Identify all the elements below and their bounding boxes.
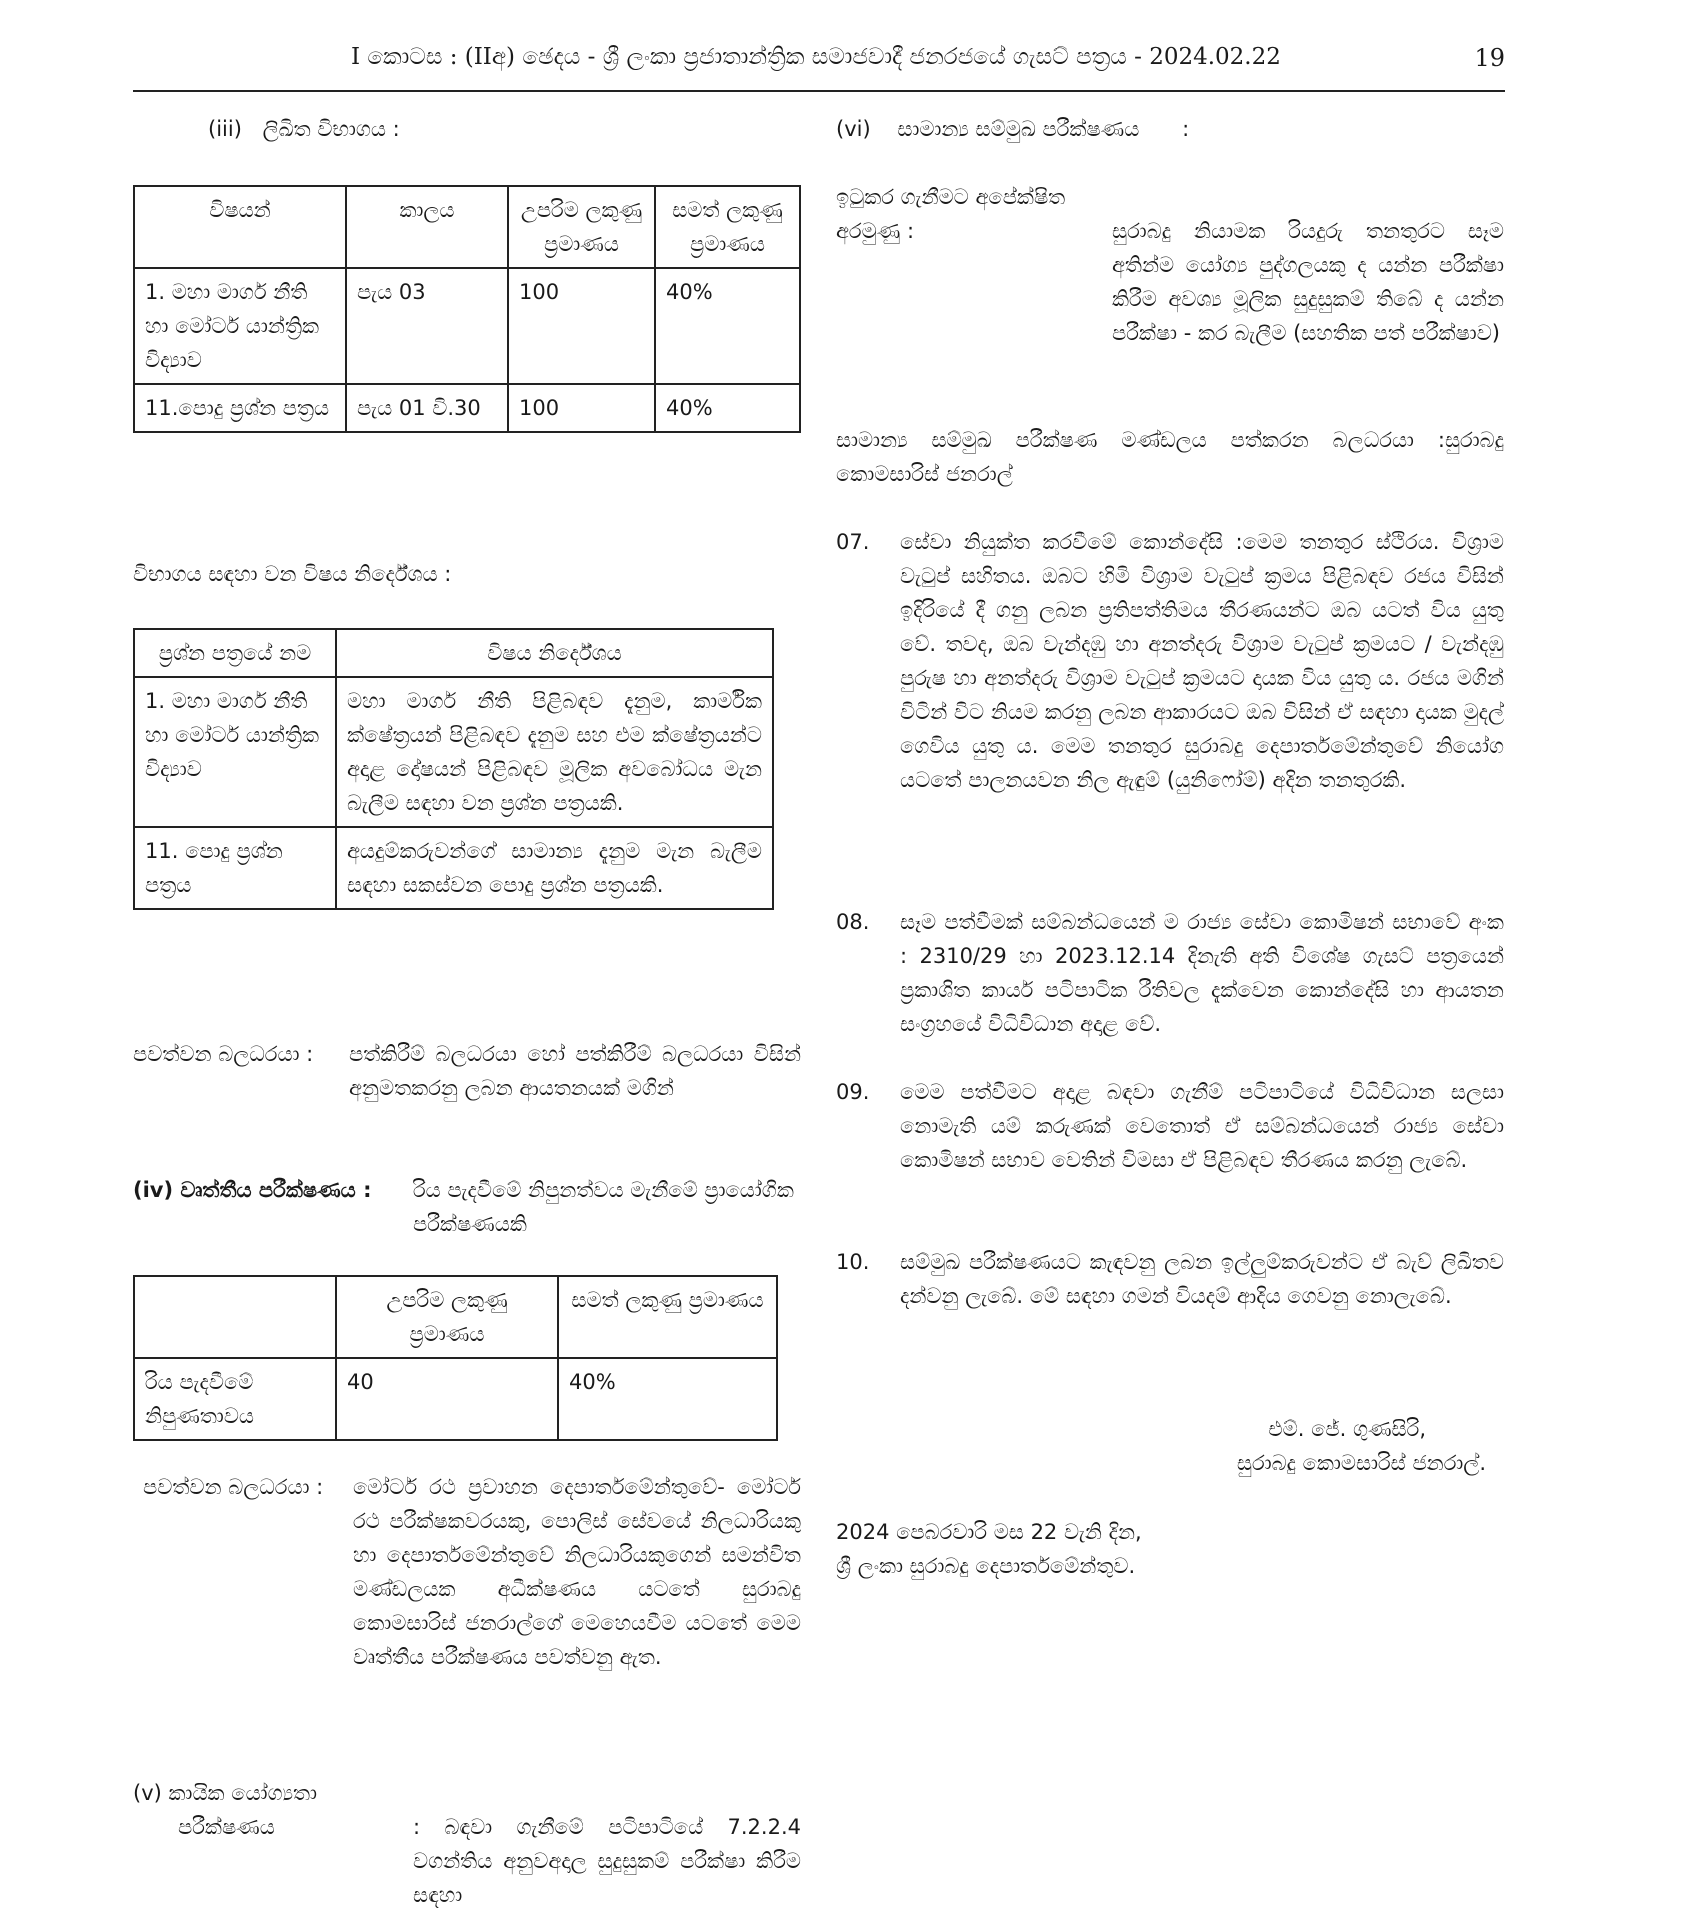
paragraph-07 bbox=[836, 525, 1504, 797]
table-header-cell: උපරිම ලකුණු ප්‍රමාණය bbox=[508, 186, 655, 268]
table-cell: 40 bbox=[336, 1358, 558, 1440]
date-place bbox=[836, 1515, 1504, 1583]
section-iv-label: (iv) වෘත්තීය පරීක්ෂණය : bbox=[133, 1178, 372, 1202]
syllabus-table bbox=[133, 628, 774, 910]
table-cell: පැය 01 වි.30 bbox=[346, 384, 508, 432]
authority-text: පත්කිරීම් බලධරයා හෝ පත්කිරීම් බලධරයා විසින් අනුමතකරනු ලබන ආයතනයක් මගින් bbox=[349, 1042, 801, 1100]
gazette-title: I කොටස : (IIඅ) ඡෙදය - ශ්‍රී ලංකා ප්‍රජාතාන්ත්‍රික සමාජවාදී ජනරජයේ ගැසට් පත්‍රය - 2024.02.22 bbox=[351, 44, 1281, 70]
table-header-cell: විෂය නිර්දේශය bbox=[336, 629, 773, 677]
aims-label: ඉටුකර ගැනීමට අපේක්ෂිත bbox=[836, 185, 1066, 209]
table-cell: 11.පොදු ප්‍රශ්න පත්‍රය bbox=[134, 384, 346, 432]
section-vi-number: (vi) bbox=[836, 117, 871, 141]
table-cell: 40% bbox=[655, 268, 800, 384]
aims-label-2: අරමුණු : bbox=[836, 219, 915, 243]
section-vi-label: සාමාන්‍ය සම්මුඛ පරීක්ෂණය bbox=[897, 117, 1140, 141]
table-header-cell: ප්‍රශ්න පත්‍රයේ නම bbox=[134, 629, 336, 677]
table-cell: 11. පොදු ප්‍රශ්න පත්‍රය bbox=[134, 827, 336, 909]
table-cell: 100 bbox=[508, 268, 655, 384]
signature-block bbox=[1000, 1412, 1486, 1480]
paragraph-text: සම්මුඛ පරීක්ෂණයට කැඳවනු ලබන ඉල්ලුම්කරුවන්ට ඒ බැව් ලිඛිතව දන්වනු ලැබේ. මේ සඳහා ගමන් වියදම් ආදිය ගෙවනු නොලැබේ. bbox=[900, 1250, 1504, 1308]
authority-label: පවත්වන බලධරයා : bbox=[143, 1475, 324, 1499]
paragraph-10 bbox=[836, 1245, 1504, 1313]
section-v-label-2: පරීක්ෂණය bbox=[178, 1815, 275, 1839]
table-row bbox=[134, 1358, 777, 1440]
authority-label: පවත්වන බලධරයා : bbox=[133, 1042, 314, 1066]
section-v-label: (v) කායික යෝග්‍යතා bbox=[133, 1781, 317, 1805]
table-cell: අයදුම්කරුවන්ගේ සාමාන්‍ය දැනුම මැන බැලීම සඳහා සකස්වන පොදු ප්‍රශ්න පත්‍රයකි. bbox=[336, 827, 773, 909]
paragraph-number: 09. bbox=[836, 1080, 870, 1104]
section-v-text: : බඳවා ගැනීමේ පටිපාටියේ 7.2.2.4 වගන්තිය අනුවඅදාල සුදුසුකම් පරීක්ෂා කිරීම සඳහා bbox=[413, 1815, 801, 1907]
paragraph-number: 10. bbox=[836, 1250, 870, 1274]
paragraph-text: මෙම පත්වීමට අදාළ බඳවා ගැනීම් පටිපාටියේ විධිවිධාන සලසා නොමැති යම් කරුණක් වෙතොත් ඒ සම්බන්ධයෙන් රාජ්‍ය සේවා කොමිෂන් සභාව වෙතින් විමසා ඒ පිළිබඳව තීරණය කරනු ලැබේ. bbox=[900, 1080, 1504, 1172]
authority-text: මෝටර් රථ ප්‍රවාහන දෙපාර්තමේන්තුවේ- මෝටර් රථ පරීක්ෂකවරයකු, පොලිස් සේවයේ නිලධාරියකු හා දෙපාර්තමේන්තුවේ නිලධාරියකුගෙන් සමන්විත මණ්ඩලයක අධීක්ෂණය යටතේ සුරාබදු කොමසාරිස් ජනරාල්ගේ මෙහෙයවීම යටතේ මෙම වෘත්තීය පරීක්ෂණය පවත්වනු ඇත. bbox=[353, 1475, 801, 1669]
conducting-authority-2 bbox=[143, 1470, 801, 1674]
paragraph-number: 08. bbox=[836, 910, 870, 934]
paragraph-08 bbox=[836, 905, 1504, 1041]
table-header-cell bbox=[134, 1276, 336, 1358]
page-number: 19 bbox=[1474, 44, 1505, 72]
signatory-title: සුරාබදු කොමසාරිස් ජනරාල්. bbox=[1236, 1451, 1486, 1475]
table-header-row bbox=[134, 1276, 777, 1358]
table-cell: පැය 03 bbox=[346, 268, 508, 384]
page-header bbox=[133, 42, 1505, 92]
section-iii-heading bbox=[208, 112, 400, 146]
table-header-row bbox=[134, 629, 773, 677]
section-iv bbox=[133, 1173, 801, 1241]
issue-place: ශ්‍රී ලංකා සුරාබදු දෙපාර්තමේන්තුව. bbox=[836, 1554, 1136, 1578]
table-header-cell: සමත් ලකුණු ප්‍රමාණය bbox=[558, 1276, 777, 1358]
table-row bbox=[134, 268, 800, 384]
table-header-row bbox=[134, 186, 800, 268]
conducting-authority-1 bbox=[133, 1037, 801, 1105]
section-iii-label: ලිඛිත විභාගය : bbox=[262, 117, 400, 141]
practical-test-table bbox=[133, 1275, 778, 1441]
paragraph-text: සෑම පත්වීමක් සම්බන්ධයෙන් ම රාජ්‍ය සේවා කොමිෂන් සභාවේ අංක : 2310/29 හා 2023.12.14 දිනැති අති විශේෂ ගැසට් පත්‍රයෙන් ප්‍රකාශිත කාර්ය පටිපාටික රීතිවල දැක්වෙන කොන්දේසි හා ආයතන සංග්‍රහයේ විධිවිධාන අදාළ වේ. bbox=[900, 910, 1504, 1036]
paragraph-09 bbox=[836, 1075, 1504, 1177]
aims-text: සුරාබදු නියාමක රියදුරු තනතුරට සෑම අතින්ම යෝග්‍ය පුද්ගලයකු ද යන්න පරීක්ෂා කිරීම අවශ්‍ය මූලික සුදුසුකම් තිබේ ද යන්න පරීක්ෂා - කර බැලීම (සහතික පත් පරීක්ෂාව) bbox=[1112, 219, 1504, 345]
syllabus-title: විභාගය සඳහා වන විෂය නිර්දේශය : bbox=[133, 562, 452, 586]
section-vi-colon: : bbox=[1182, 117, 1190, 141]
table-cell: 40% bbox=[558, 1358, 777, 1440]
table-header-cell: සමත් ලකුණු ප්‍රමාණය bbox=[655, 186, 800, 268]
table-row bbox=[134, 677, 773, 827]
table-header-cell: කාලය bbox=[346, 186, 508, 268]
issue-date: 2024 පෙබරවාරි මස 22 වැනි දින, bbox=[836, 1520, 1142, 1544]
table-row bbox=[134, 384, 800, 432]
table-cell: 100 bbox=[508, 384, 655, 432]
table-row bbox=[134, 827, 773, 909]
paragraph-text: සේවා නියුක්ත කරවීමේ කොන්දේසි :මෙම තනතුර ස්ථිරය. විශ්‍රාම වැටුප් සහිතය. ඔබට හිමි විශ්‍රාම වැටුප් ක්‍රමය පිළිබඳව රජය විසින් ඉදිරියේ දී ගනු ලබන ප්‍රතිපත්තිමය තීරණයන්ට ඔබ යටත් විය යුතු වේ. තවද, ඔබ වැන්දඹු හා අනත්දරු විශ්‍රාම වැටුප් ක්‍රමයට / වැන්දඹු පුරුෂ හා අනත්දරු විශ්‍රාම වැටුප් ක්‍රමයට දායක විය යුතු ය. රජය මගින් විටින් විට නියම කරනු ලබන ආකාරයට ඔබ විසින් ඒ සඳහා දායක මුදල් ගෙවිය යුතු ය. මෙම තනතුර සුරාබදු දෙපාර්තමේන්තුවේ නියෝග යටතේ පාලනයවන නිල ඇඳුම් (යුනිෆෝම්) අදින තනතුරකි. bbox=[900, 530, 1505, 792]
table-cell: මහා මාර්ග නීති පිළිබඳව දැනුම, කාර්මික ක්ෂේත්‍රයන් පිළිබඳව දැනුම සහ එම ක්ෂේත්‍රයන්ට අදාළ දෝෂයන් පිළිබඳව මූලික අවබෝධය මැන බැලීම සඳහා වන ප්‍රශ්න පත්‍රයකි. bbox=[336, 677, 773, 827]
table-cell: රිය පැදවීමේ නිපුණතාවය bbox=[134, 1358, 336, 1440]
signatory-name: එම්. ජේ. ගුණසිරි, bbox=[1268, 1417, 1426, 1441]
interview-board-authority: සාමාන්‍ය සම්මුඛ පරීක්ෂණ මණ්ඩලය පත්කරන බලධරයා :සුරාබදු කොමසාරිස් ජනරාල් bbox=[836, 428, 1504, 486]
table-header-cell: විෂයන් bbox=[134, 186, 346, 268]
table-cell: 1. මහා මාර්ග නීති හා මෝටර් යාන්ත්‍රික විද්‍යාව bbox=[134, 677, 336, 827]
section-iv-text: රිය පැදවීමේ නිපුනත්වය මැනීමේ ප්‍රායෝගික පරීක්ෂණයකි bbox=[413, 1178, 794, 1236]
table-header-cell: උපරිම ලකුණු ප්‍රමාණය bbox=[336, 1276, 558, 1358]
section-v bbox=[133, 1776, 801, 1907]
written-exam-table bbox=[133, 185, 801, 433]
table-cell: 1. මහා මාර්ග නීති හා මෝටර් යාන්ත්‍රික විද්‍යාව bbox=[134, 268, 346, 384]
table-cell: 40% bbox=[655, 384, 800, 432]
section-iii-number: (iii) bbox=[208, 117, 242, 141]
paragraph-number: 07. bbox=[836, 530, 870, 554]
interview-aims bbox=[836, 180, 1504, 345]
section-vi-heading bbox=[836, 112, 1189, 146]
